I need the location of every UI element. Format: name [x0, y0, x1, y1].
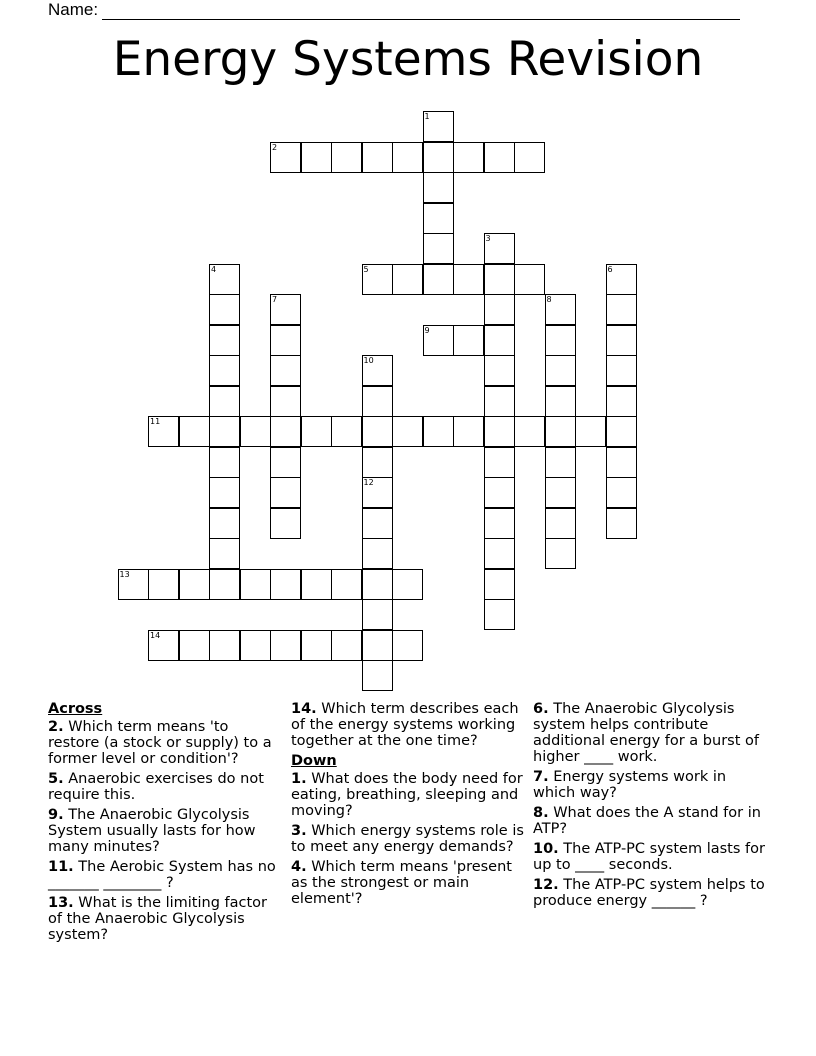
grid-cell[interactable]: [270, 142, 301, 173]
grid-cell[interactable]: [209, 569, 240, 600]
clue-down-6: 6. The Anaerobic Glycolysis system helps contribute additional energy for a burst of higher ____ work.: [533, 701, 759, 765]
grid-cell[interactable]: [362, 447, 393, 478]
grid-cell[interactable]: [545, 294, 576, 325]
grid-cell[interactable]: [606, 508, 637, 539]
grid-cell[interactable]: [331, 630, 362, 661]
grid-cell[interactable]: [575, 416, 606, 447]
grid-cell[interactable]: [392, 264, 423, 295]
grid-cell[interactable]: [453, 142, 484, 173]
grid-cell[interactable]: [545, 355, 576, 386]
cell-number: 9: [424, 325, 430, 335]
clue-across-9: 9. The Anaerobic Glycolysis System usually lasts for how many minutes?: [48, 807, 256, 855]
cell-number: 10: [363, 356, 374, 365]
cell-number: 8: [546, 295, 552, 304]
grid-cell[interactable]: [453, 416, 484, 447]
grid-cell[interactable]: [209, 447, 240, 478]
grid-cell[interactable]: [423, 233, 454, 264]
cell-number: 6: [607, 264, 613, 274]
grid-cell[interactable]: [484, 569, 515, 600]
clues-column-2: [291, 701, 525, 911]
grid-cell[interactable]: [209, 355, 240, 386]
grid-cell[interactable]: [362, 599, 393, 630]
clue-across-2: 2. Which term means 'to restore (a stock or supply) to a former level or condition'?: [48, 719, 272, 767]
grid-cell[interactable]: [209, 508, 240, 539]
clues-column-3: [533, 701, 767, 913]
grid-cell[interactable]: [148, 416, 179, 447]
grid-cell[interactable]: [545, 508, 576, 539]
clue-down-7: 7. Energy systems work in which way?: [533, 769, 727, 801]
grid-cell[interactable]: [606, 294, 637, 325]
grid-cell[interactable]: [484, 142, 515, 173]
page-title: Energy Systems Revision: [112, 32, 704, 87]
cell-number: 7: [272, 295, 278, 304]
grid-cell[interactable]: [270, 325, 301, 356]
clue-down-1: 1. What does the body need for eating, breathing, sleeping and moving?: [291, 771, 523, 819]
grid-cell[interactable]: [392, 630, 423, 661]
grid-cell[interactable]: [331, 569, 362, 600]
grid-cell[interactable]: [209, 386, 240, 417]
grid-cell[interactable]: [545, 538, 576, 569]
grid-cell[interactable]: [606, 325, 637, 356]
grid-cell[interactable]: [423, 264, 454, 295]
grid-cell[interactable]: [392, 416, 423, 447]
grid-cell[interactable]: [362, 660, 393, 691]
grid-cell[interactable]: [423, 172, 454, 203]
grid-cell[interactable]: [270, 477, 301, 508]
grid-cell[interactable]: [118, 569, 149, 600]
grid-cell[interactable]: [484, 477, 515, 508]
grid-cell[interactable]: [484, 447, 515, 478]
grid-cell[interactable]: [423, 203, 454, 234]
grid-cell[interactable]: [301, 416, 332, 447]
clue-down-4: 4. Which term means 'present as the strongest or main element'?: [291, 859, 512, 907]
grid-cell[interactable]: [423, 142, 454, 173]
grid-cell[interactable]: [179, 416, 210, 447]
grid-cell[interactable]: [270, 355, 301, 386]
clue-down-8: 8. What does the A stand for in ATP?: [533, 805, 761, 837]
cell-number: 11: [150, 417, 161, 426]
grid-cell[interactable]: [209, 538, 240, 569]
across-heading: Across: [48, 701, 103, 717]
grid-cell[interactable]: [240, 569, 271, 600]
grid-cell[interactable]: [484, 294, 515, 325]
grid-cell[interactable]: [484, 233, 515, 264]
grid-cell[interactable]: [545, 477, 576, 508]
clue-down-12: 12. The ATP-PC system helps to produce energy ______ ?: [533, 877, 765, 909]
grid-cell[interactable]: [362, 569, 393, 600]
grid-cell[interactable]: [606, 264, 637, 295]
grid-cell[interactable]: [484, 386, 515, 417]
grid-cell[interactable]: [179, 630, 210, 661]
grid-cell[interactable]: [362, 264, 393, 295]
grid-cell[interactable]: [484, 264, 515, 295]
grid-cell[interactable]: [148, 630, 179, 661]
grid-cell[interactable]: [484, 325, 515, 356]
cell-number: 4: [211, 264, 217, 274]
grid-cell[interactable]: [240, 416, 271, 447]
grid-cell[interactable]: [514, 416, 545, 447]
grid-cell[interactable]: [301, 569, 332, 600]
grid-cell[interactable]: [209, 416, 240, 447]
grid-cell[interactable]: [209, 264, 240, 295]
cell-number: 5: [363, 264, 369, 274]
grid-cell[interactable]: [270, 447, 301, 478]
grid-cell[interactable]: [545, 416, 576, 447]
cell-number: 1: [424, 112, 430, 121]
grid-cell[interactable]: [331, 416, 362, 447]
grid-cell[interactable]: [423, 416, 454, 447]
grid-cell[interactable]: [606, 416, 637, 447]
grid-cell[interactable]: [392, 569, 423, 600]
grid-cell[interactable]: [362, 508, 393, 539]
grid-cell[interactable]: [423, 111, 454, 142]
grid-cell[interactable]: [362, 386, 393, 417]
clue-across-14: 14. Which term describes each of the energy systems working together at the one time?: [291, 701, 519, 749]
grid-cell[interactable]: [545, 325, 576, 356]
grid-cell[interactable]: [270, 416, 301, 447]
clue-down-10: 10. The ATP-PC system lasts for up to ____ seconds.: [533, 841, 765, 873]
grid-cell[interactable]: [362, 630, 393, 661]
cell-number: 12: [363, 478, 374, 487]
grid-cell[interactable]: [606, 477, 637, 508]
cell-number: 3: [485, 234, 491, 243]
grid-cell[interactable]: [362, 355, 393, 386]
grid-cell[interactable]: [270, 569, 301, 600]
grid-cell[interactable]: [453, 264, 484, 295]
grid-cell[interactable]: [209, 294, 240, 325]
grid-cell[interactable]: [392, 142, 423, 173]
grid-cell[interactable]: [331, 142, 362, 173]
grid-cell[interactable]: [301, 630, 332, 661]
grid-cell[interactable]: [240, 630, 271, 661]
name-label: Name:: [48, 0, 99, 19]
grid-cell[interactable]: [270, 508, 301, 539]
grid-cell[interactable]: [362, 416, 393, 447]
grid-cell[interactable]: [209, 325, 240, 356]
grid-cell[interactable]: [148, 569, 179, 600]
grid-cell[interactable]: [270, 386, 301, 417]
grid-cell[interactable]: [453, 325, 484, 356]
grid-cell[interactable]: [545, 386, 576, 417]
clue-across-5: 5. Anaerobic exercises do not require this.: [48, 771, 264, 803]
cell-number: 13: [119, 569, 130, 579]
cell-number: 2: [272, 142, 278, 152]
grid-cell[interactable]: [606, 447, 637, 478]
grid-cell[interactable]: [270, 630, 301, 661]
grid-cell[interactable]: [484, 508, 515, 539]
clues-column-1: [48, 701, 282, 947]
grid-cell[interactable]: [209, 630, 240, 661]
grid-cell[interactable]: [362, 142, 393, 173]
grid-cell[interactable]: [484, 599, 515, 630]
grid-cell[interactable]: [301, 142, 332, 173]
grid-cell[interactable]: [484, 538, 515, 569]
clue-down-3: 3. Which energy systems role is to meet any energy demands?: [291, 823, 524, 855]
grid-cell[interactable]: [545, 447, 576, 478]
clue-across-13: 13. What is the limiting factor of the Anaerobic Glycolysis system?: [48, 895, 268, 943]
grid-cell[interactable]: [423, 325, 454, 356]
grid-cell[interactable]: [362, 477, 393, 508]
grid-cell[interactable]: [362, 538, 393, 569]
grid-cell[interactable]: [484, 355, 515, 386]
grid-cell[interactable]: [514, 142, 545, 173]
grid-cell[interactable]: [514, 264, 545, 295]
cell-number: 14: [150, 630, 161, 640]
grid-cell[interactable]: [270, 294, 301, 325]
grid-cell[interactable]: [606, 355, 637, 386]
grid-cell[interactable]: [179, 569, 210, 600]
grid-cell[interactable]: [209, 477, 240, 508]
grid-cell[interactable]: [606, 386, 637, 417]
down-heading: Down: [291, 753, 337, 769]
clue-across-11: 11. The Aerobic System has no _______ ________ ?: [48, 859, 276, 891]
grid-cell[interactable]: [484, 416, 515, 447]
